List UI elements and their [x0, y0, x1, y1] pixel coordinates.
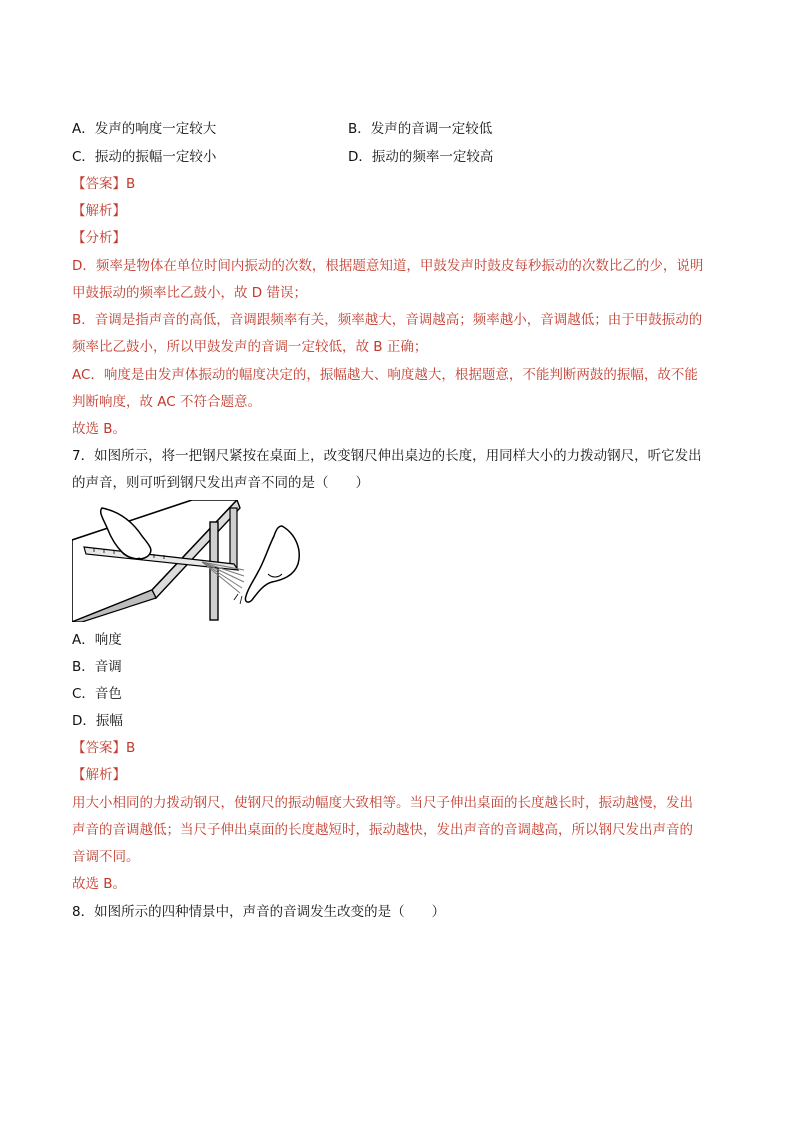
answer-value: B — [126, 740, 136, 756]
q6-line-5: AC．响度是由发声体振动的幅度决定的，振幅越大、响度越大，根据题意，不能判断两鼓的振幅，故不能 — [72, 367, 698, 383]
q7-stem-line-2: 的声音，则可听到钢尺发出声音不同的是（ ） — [72, 475, 369, 491]
q7-analysis-label: 【解析】 — [72, 767, 126, 783]
q7-line-4: 故选 B。 — [72, 876, 127, 892]
q7-option-c: C．音色 — [72, 686, 122, 702]
steel-ruler-illustration — [72, 500, 304, 622]
q6-option-c: C．振动的振幅一定较小 — [72, 149, 217, 165]
q7-option-d: D．振幅 — [72, 713, 123, 729]
q6-line-3: B．音调是指声音的高低，音调跟频率有关，频率越大，音调越高；频率越小，音调越低；由于甲鼓振动的 — [72, 312, 703, 328]
q6-option-d: D．振动的频率一定较高 — [348, 149, 494, 165]
q7-line-3: 音调不同。 — [72, 849, 140, 865]
q7-option-a: A．响度 — [72, 632, 122, 648]
q7-option-b: B．音调 — [72, 659, 122, 675]
q6-analysis-label: 【解析】 — [72, 203, 126, 219]
answer-label: 【答案】 — [72, 740, 126, 756]
q6-line-4: 频率比乙鼓小，所以甲鼓发声的音调一定较低，故 B 正确； — [72, 339, 428, 355]
q6-answer — [72, 174, 135, 194]
q6-line-7: 故选 B。 — [72, 421, 127, 437]
q7-answer — [72, 738, 135, 758]
q7-stem-line-1: 7．如图所示，将一把钢尺紧按在桌面上，改变钢尺伸出桌边的长度，用同样大小的力拨动钢尺，听它发出 — [72, 448, 702, 464]
q6-line-1: D．频率是物体在单位时间内振动的次数，根据题意知道，甲鼓发声时鼓皮每秒振动的次数比乙的少，说明 — [72, 258, 704, 274]
q6-option-a: A．发声的响度一定较大 — [72, 121, 217, 137]
q6-fenxi-label: 【分析】 — [72, 230, 126, 246]
q6-line-6: 判断响度，故 AC 不符合题意。 — [72, 394, 262, 410]
answer-value: B — [126, 176, 136, 192]
q7-line-1: 用大小相同的力拨动钢尺，使钢尺的振动幅度大致相等。当尺子伸出桌面的长度越长时，振动越慢，发出 — [72, 795, 693, 811]
q7-line-2: 声音的音调越低；当尺子伸出桌面的长度越短时，振动越快，发出声音的音调越高，所以钢尺发出声音的 — [72, 822, 693, 838]
q6-line-2: 甲鼓振动的频率比乙鼓小，故 D 错误； — [72, 285, 307, 301]
q8-stem: 8．如图所示的四种情景中，声音的音调发生改变的是（ ） — [72, 904, 446, 920]
q6-option-b: B．发声的音调一定较低 — [348, 121, 493, 137]
answer-label: 【答案】 — [72, 176, 126, 192]
